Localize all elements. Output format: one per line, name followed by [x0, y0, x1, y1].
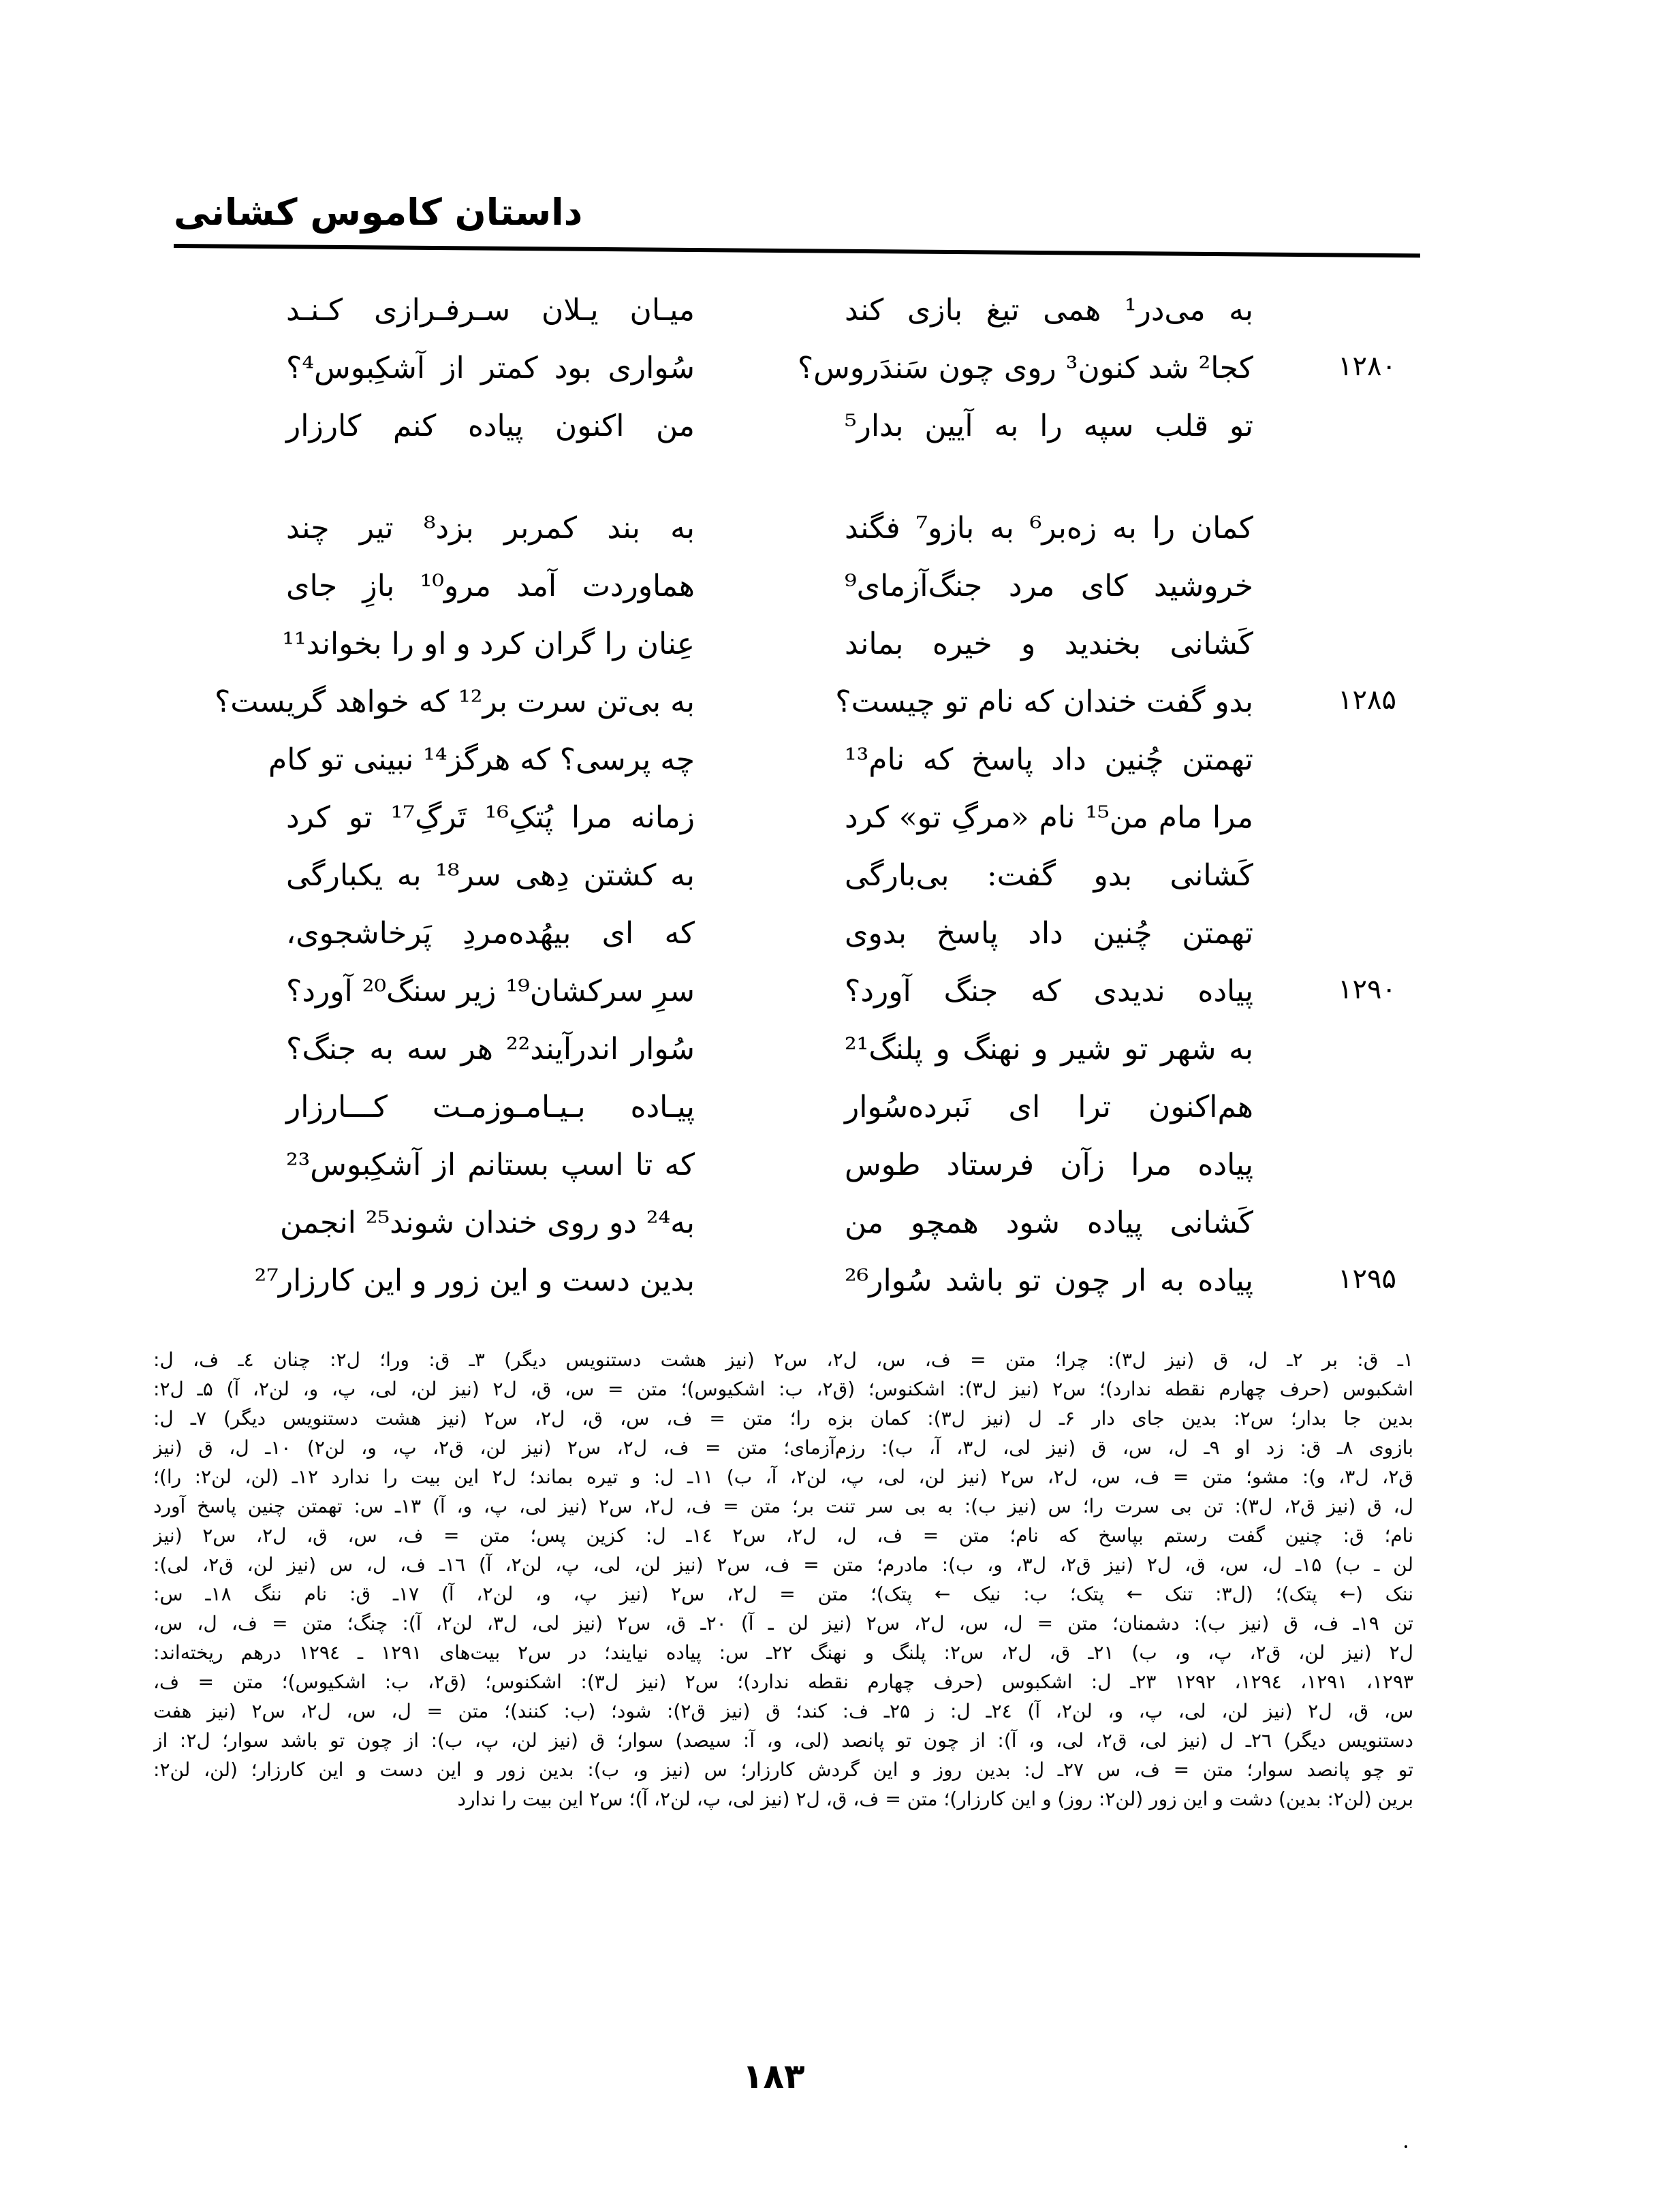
couplet — [0, 409, 1662, 466]
footnote-line: ق۲، ل۳، و): مشو؛ متن = ف، س، ل۲، س۲ (نیز لن، لی، پ، لن۲، آ، ب) ۱۱ـ ل: و تیره بماند؛ ل۲ این بیت را ندارد ۱۲ـ (لن، لن۲: را)؛ — [153, 1466, 1413, 1488]
hemistich-left: عِنان را گران کرد و او را بخواند¹¹ — [282, 627, 695, 661]
hemistich-left: به بند کمربر بزد⁸ تیر چند — [286, 511, 695, 546]
couplet — [0, 351, 1662, 408]
footnotes — [153, 1345, 1413, 1814]
footnote-line: دستنویس دیگر) ۲٦ـ ل (نیز لی، ق۲، لی، و، آ): از چون تو پانصد (لی، و، آ: سیصد) سوار؛ ق (نیز لن، پ، ب): از چون تو باشد سوار؛ ل۲: از — [153, 1729, 1413, 1752]
hemistich-right: به می‌در¹ همی تیغ بازی کند — [845, 293, 1253, 328]
hemistich-right: به شهر تو شیر و نهنگ و پلنگ²¹ — [845, 1032, 1253, 1066]
hemistich-left: من اکنون پیاده کنم کارزار — [286, 409, 695, 443]
page-number: ۱۸۳ — [742, 2057, 805, 2096]
hemistich-right: تهمتن چُنین داد پاسخ که نام¹³ — [845, 742, 1253, 777]
footnote-line: ل۲ (نیز لن، ق۲، پ، و، ب) ۲۱ـ ق، ل۲، س۲: پلنگ و نهنگ ۲۲ـ س: پیاده نیایند؛ در س۲ بیت‌های ۱۲۹۱ ـ ۱۲۹٤ درهم ریخته‌اند: — [153, 1641, 1413, 1664]
hemistich-right: تو قلب سپه را به آیین بدار⁵ — [845, 409, 1253, 443]
footnote-line: بدین جا بدار؛ س۲: بدین جای دار ۶ـ ل (نیز ل۳): کمان بزه را؛ متن = ف، س، ق، ل۲، س۲ (نیز هشت دستنویس دیگر) ۷ـ ل: — [153, 1407, 1413, 1429]
verse-number: ۱۲۹۵ — [1338, 1263, 1396, 1295]
hemistich-right: مرا مام من¹⁵ نام «مرگِ تو» کرد — [845, 800, 1253, 835]
hemistich-right: کجا² شد کنون³ روی چون سَندَروس؟ — [797, 351, 1253, 385]
footnote-line: لن ـ ب) ۱۵ـ ل، س، ق، ل۲ (نیز ق۲، ل۳، و، ب): مادرم؛ متن = ف، س۲ (نیز لن، لی، پ، لن۲، آ) ۱٦ـ ف، ل، س (نیز لن، ق۲، لی): — [153, 1553, 1413, 1576]
hemistich-left: چه پرسی؟ که هرگز¹⁴ نبینی تو کام — [268, 742, 695, 777]
scan-speck — [1405, 2145, 1407, 2148]
couplet — [0, 1263, 1662, 1321]
hemistich-left: سُوار اندرآیند²² هر سه به جنگ؟ — [286, 1032, 695, 1066]
footnote-line: ل، ق (نیز ق۲، ل۳): تن بی سرت را؛ س (نیز ب): به بی سر تنت بر؛ متن = ف، ل۲، س۲ (نیز لی، پ، و، آ) ۱۳ـ س: تهمتن چنین پاسخ آورد — [153, 1495, 1413, 1517]
hemistich-left: هماوردت آمد مرو¹⁰ بازِ جای — [286, 569, 695, 603]
running-title: داستان کاموس کشانی — [174, 191, 583, 234]
hemistich-right: پیاده ندیدی که جنگ آورد؟ — [845, 974, 1253, 1009]
hemistich-right: کَشانی پیاده شود همچو من — [845, 1205, 1253, 1240]
footnote-line: س، ق، ل۲ (نیز لن، لی، پ، و، لن۲، آ) ۲٤ـ ل: ز ۲۵ـ ف: کند؛ ق (نیز ق۲): شود؛ (ب: کنند)؛ متن = ل، س، ل۲، س۲ (نیز هفت — [153, 1700, 1413, 1722]
hemistich-left: بدین دست و این زور و این کارزار²⁷ — [254, 1263, 695, 1298]
couplet — [0, 916, 1662, 973]
couplet — [0, 627, 1662, 684]
couplet — [0, 511, 1662, 568]
hemistich-right: هم‌اکنون ترا ای نَبرده‌سُوار — [845, 1090, 1253, 1124]
hemistich-right: کَشانی بخندید و خیره بماند — [845, 627, 1253, 661]
hemistich-right: تهمتن چُنین داد پاسخ بدوی — [845, 916, 1253, 951]
couplet — [0, 1148, 1662, 1205]
couplet — [0, 1032, 1662, 1089]
hemistich-left: که تا اسپ بستانم از آشکِبوس²³ — [286, 1148, 695, 1182]
hemistich-left: که ای بیهُده‌مردِ پَرخاشجوی، — [286, 916, 695, 951]
hemistich-left: میـان یـلان سـرفـرازی کـنـد — [286, 293, 695, 328]
couplet — [0, 293, 1662, 350]
couplet — [0, 974, 1662, 1031]
hemistich-left: سُواری بود کمتر از آشکِبوس⁴؟ — [286, 351, 695, 385]
hemistich-right: کمان را به زه‌بر⁶ به بازو⁷ فگند — [845, 511, 1253, 546]
couplet — [0, 858, 1662, 915]
hemistich-left: زمانه مرا پُتکِ¹⁶ تَرگِ¹⁷ تو کرد — [286, 800, 695, 835]
footnote-line: بازوی ۸ـ ق: زد او ۹ـ ل، س، ق (نیز لی، ل۳، آ، ب): رزم‌آزمای؛ متن = ف، ل۲، س۲ (نیز لن، ق۲، پ، و، لن۲) ۱۰ـ ل، ق (نیز — [153, 1436, 1413, 1459]
hemistich-left: به کشتن دِهی سر¹⁸ به یکبارگی — [286, 858, 695, 893]
hemistich-right: پیاده به ار چون تو باشد سُوار²⁶ — [845, 1263, 1253, 1298]
hemistich-left: سرِ سرکشان¹⁹ زیر سنگ²⁰ آورد؟ — [286, 974, 695, 1009]
footnote-line: تو چو پانصد سوار؛ متن = ف، س ۲۷ـ ل: بدین روز و این گردش کارزار؛ س (نیز و، ب): بدین زور و این دست و این کارزار؛ (لن، لن۲: — [153, 1758, 1413, 1781]
header-rule — [174, 244, 1420, 257]
verse-number: ۱۲۹۰ — [1338, 974, 1396, 1005]
couplet — [0, 1090, 1662, 1147]
hemistich-left: به²⁴ دو روی خندان شوند²⁵ انجمن — [280, 1205, 695, 1240]
footnote-line: برین (لن۲: بدین) دشت و این زور (لن۲: روز) و این کارزار)؛ متن = ف، ق، ل۲ (نیز لی، پ، لن۲، آ)؛ س۲ این بیت را ندارد — [457, 1788, 1413, 1810]
hemistich-right: پیاده مرا زآن فرستاد طوس — [845, 1148, 1253, 1182]
couplet — [0, 800, 1662, 857]
couplet — [0, 569, 1662, 626]
footnote-line: تن ۱۹ـ ف، ق (نیز ب): دشمنان؛ متن = ل، س، ل۲، س۲ (نیز لن ـ آ) ۲۰ـ ق، س۲ (نیز لی، ل۳، لن۲، آ): چنگ؛ متن = ف، ل، س، — [153, 1612, 1413, 1634]
hemistich-right: بدو گفت خندان که نام تو چیست؟ — [835, 684, 1253, 719]
hemistich-left: به بی‌تن سرت بر¹² که خواهد گریست؟ — [214, 684, 695, 719]
footnote-line: ۱۲۹۳، ۱۲۹۱، ۱۲۹٤، ۱۲۹۲ ۲۳ـ ل: اشکبوس (حرف چهارم نقطه ندارد)؛ س۲ (نیز ل۳): اشکنوس؛ (ق۲، ب: اشکیوس)؛ متن = ف، — [153, 1671, 1413, 1693]
verse-number: ۱۲۸۰ — [1338, 351, 1396, 382]
couplet — [0, 1205, 1662, 1263]
footnote-line: نام؛ ق: چنین گفت رستم بپاسخ که نام؛ متن = ف، ل، ل۲، س۲ ۱٤ـ ل: کزین پس؛ متن = ف، س، ق، ل۲، س۲ (نیز — [153, 1524, 1413, 1547]
verse-number: ۱۲۸۵ — [1338, 684, 1396, 716]
couplet — [0, 684, 1662, 742]
footnote-line: ۱ـ ق: بر ۲ـ ل، ق (نیز ل۳): چرا؛ متن = ف، س، ل۲، س۲ (نیز هشت دستنویس دیگر) ۳ـ ق: ورا؛ ل۲: چنان ٤ـ ف، ل: — [153, 1348, 1413, 1371]
footnote-line: ننک (← پتک)؛ (ل۳: تنک ← پتک؛ ب: نیک ← پتک)؛ متن = ل۲، س۲ (نیز پ، و، لن۲، آ) ۱۷ـ ق: نام ننگ ۱۸ـ س: — [153, 1583, 1413, 1605]
footnote-line: اشکبوس (حرف چهارم نقطه ندارد)؛ س۲ (نیز ل۳): اشکنوس؛ (ق۲، ب: اشکیوس)؛ متن = س، ق، ل۲ (نیز لن، لی، پ، و، لن۲، آ) ۵ـ ل۲: — [153, 1378, 1413, 1400]
couplet — [0, 742, 1662, 800]
hemistich-right: خروشید کای مرد جنگ‌آزمای⁹ — [845, 569, 1253, 603]
hemistich-right: کَشانی بدو گفت: بی‌بارگی — [845, 858, 1253, 893]
hemistich-left: پیـاده بـیـامـوزمـت کـــارزار — [286, 1090, 695, 1124]
